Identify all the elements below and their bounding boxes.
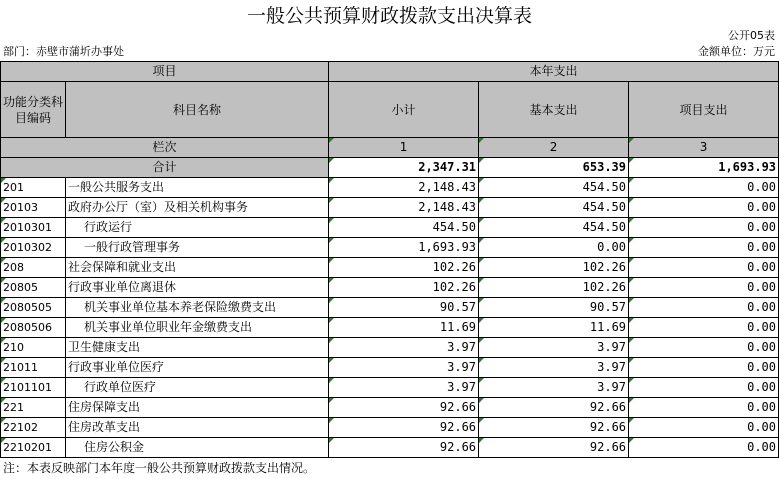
header-subtotal: 小计 (329, 82, 479, 138)
header-func-code: 功能分类科目编码 (1, 82, 66, 138)
row-subtotal: 102.26 (329, 258, 479, 278)
row-subtotal: 92.66 (329, 418, 479, 438)
header-subject-name: 科目名称 (66, 82, 329, 138)
row-project: 0.00 (629, 358, 779, 378)
column-label: 栏次 (1, 138, 329, 158)
row-subtotal: 92.66 (329, 438, 479, 458)
row-project: 0.00 (629, 298, 779, 318)
table-row (1, 218, 779, 238)
row-basic: 454.50 (479, 218, 629, 238)
column-number-3: 3 (629, 138, 779, 158)
row-name: 卫生健康支出 (66, 338, 329, 358)
row-code: 22102 (1, 418, 66, 438)
row-basic: 102.26 (479, 278, 629, 298)
row-project: 0.00 (629, 238, 779, 258)
table-row (1, 298, 779, 318)
total-row (1, 158, 779, 178)
header-project-exp: 项目支出 (629, 82, 779, 138)
row-basic: 3.97 (479, 338, 629, 358)
row-name: 行政事业单位医疗 (66, 358, 329, 378)
table-row (1, 378, 779, 398)
row-project: 0.00 (629, 218, 779, 238)
row-code: 201 (1, 178, 66, 198)
row-basic: 92.66 (479, 438, 629, 458)
row-project: 0.00 (629, 178, 779, 198)
table-row (1, 418, 779, 438)
row-subtotal: 92.66 (329, 398, 479, 418)
column-number-2: 2 (479, 138, 629, 158)
row-project: 0.00 (629, 318, 779, 338)
row-name: 住房保障支出 (66, 398, 329, 418)
row-code: 20805 (1, 278, 66, 298)
row-subtotal: 1,693.93 (329, 238, 479, 258)
row-subtotal: 3.97 (329, 358, 479, 378)
row-project: 0.00 (629, 378, 779, 398)
department-label: 部门：赤壁市蒲圻办事处 (3, 45, 124, 58)
row-code: 21011 (1, 358, 66, 378)
row-name: 行政单位医疗 (66, 378, 329, 398)
row-name: 机关事业单位职业年金缴费支出 (66, 318, 329, 338)
table-row (1, 238, 779, 258)
row-basic: 90.57 (479, 298, 629, 318)
row-subtotal: 3.97 (329, 338, 479, 358)
table-row (1, 178, 779, 198)
header-basic: 基本支出 (479, 82, 629, 138)
table-row (1, 438, 779, 458)
total-subtotal: 2,347.31 (329, 158, 479, 178)
row-code: 210 (1, 338, 66, 358)
row-basic: 0.00 (479, 238, 629, 258)
table-row (1, 318, 779, 338)
row-name: 行政运行 (66, 218, 329, 238)
row-name: 政府办公厅（室）及相关机构事务 (66, 198, 329, 218)
row-subtotal: 2,148.43 (329, 198, 479, 218)
table-row (1, 198, 779, 218)
row-project: 0.00 (629, 258, 779, 278)
row-project: 0.00 (629, 278, 779, 298)
column-number-row (1, 138, 779, 158)
form-code: 公开05表 (728, 29, 775, 42)
row-project: 0.00 (629, 338, 779, 358)
row-basic: 3.97 (479, 378, 629, 398)
row-code: 208 (1, 258, 66, 278)
row-code: 2210201 (1, 438, 66, 458)
row-subtotal: 102.26 (329, 278, 479, 298)
row-code: 2101101 (1, 378, 66, 398)
footnote: 注：本表反映部门本年度一般公共预算财政拨款支出情况。 (3, 461, 316, 475)
row-name: 一般公共服务支出 (66, 178, 329, 198)
report-title: 一般公共预算财政拨款支出决算表 (246, 5, 532, 27)
column-number-1: 1 (329, 138, 479, 158)
header-current-year: 本年支出 (329, 62, 779, 82)
row-name: 社会保障和就业支出 (66, 258, 329, 278)
row-name: 住房改革支出 (66, 418, 329, 438)
row-subtotal: 454.50 (329, 218, 479, 238)
row-code: 221 (1, 398, 66, 418)
row-code: 20103 (1, 198, 66, 218)
row-code: 2010301 (1, 218, 66, 238)
row-basic: 102.26 (479, 258, 629, 278)
total-basic: 653.39 (479, 158, 629, 178)
header-project: 项目 (1, 62, 329, 82)
row-name: 住房公积金 (66, 438, 329, 458)
row-code: 2080506 (1, 318, 66, 338)
row-subtotal: 90.57 (329, 298, 479, 318)
total-label: 合计 (1, 158, 329, 178)
row-name: 一般行政管理事务 (66, 238, 329, 258)
row-basic: 3.97 (479, 358, 629, 378)
row-basic: 11.69 (479, 318, 629, 338)
row-subtotal: 11.69 (329, 318, 479, 338)
row-project: 0.00 (629, 418, 779, 438)
row-name: 行政事业单位离退休 (66, 278, 329, 298)
row-basic: 454.50 (479, 178, 629, 198)
table-row (1, 398, 779, 418)
amount-unit-label: 金额单位：万元 (698, 45, 775, 58)
row-project: 0.00 (629, 438, 779, 458)
row-code: 2010302 (1, 238, 66, 258)
table-row (1, 358, 779, 378)
table-row (1, 278, 779, 298)
header-row-2 (1, 82, 779, 138)
table-row (1, 258, 779, 278)
row-name: 机关事业单位基本养老保险缴费支出 (66, 298, 329, 318)
row-basic: 454.50 (479, 198, 629, 218)
row-code: 2080505 (1, 298, 66, 318)
row-basic: 92.66 (479, 418, 629, 438)
row-project: 0.00 (629, 398, 779, 418)
row-subtotal: 3.97 (329, 378, 479, 398)
total-project: 1,693.93 (629, 158, 779, 178)
row-subtotal: 2,148.43 (329, 178, 479, 198)
expenditure-table (0, 61, 779, 458)
header-row-1 (1, 62, 779, 82)
row-project: 0.00 (629, 198, 779, 218)
row-basic: 92.66 (479, 398, 629, 418)
table-row (1, 338, 779, 358)
